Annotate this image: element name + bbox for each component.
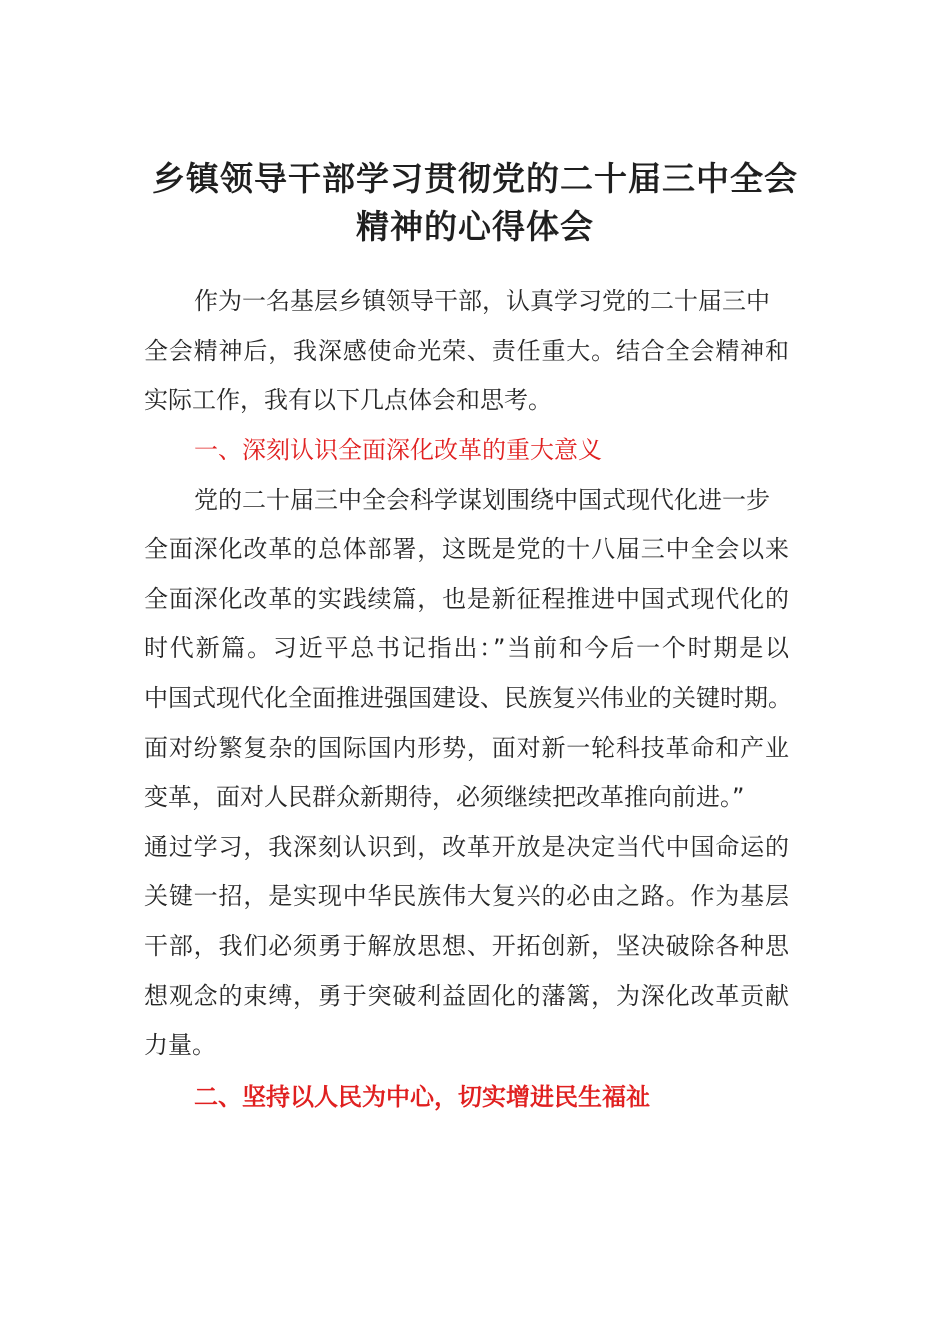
section1-paragraph-line: 时代新篇。习近平总书记指出：”当前和今后一个时期是以 — [144, 634, 789, 662]
section1-paragraph-line: 面对纷繁复杂的国际国内形势，面对新一轮科技革命和产业 — [144, 734, 789, 762]
intro-paragraph-line: 作为一名基层乡镇领导干部，认真学习党的二十届三中 — [194, 287, 770, 315]
section1-paragraph-line: 全面深化改革的总体部署，这既是党的十八届三中全会以来 — [144, 535, 789, 563]
intro-paragraph-line: 实际工作，我有以下几点体会和思考。 — [144, 386, 552, 414]
section-heading-2: 二、坚持以人民为中心，切实增进民生福祉 — [194, 1083, 650, 1111]
section-heading-1: 一、深刻认识全面深化改革的重大意义 — [194, 436, 602, 464]
section1-paragraph-line: 想观念的束缚，勇于突破利益固化的藩篱，为深化改革贡献 — [144, 982, 789, 1010]
section1-paragraph-line: 干部，我们必须勇于解放思想、开拓创新，坚决破除各种思 — [144, 932, 789, 960]
section1-paragraph-line: 力量。 — [144, 1031, 216, 1059]
section1-paragraph-line: 关键一招，是实现中华民族伟大复兴的必由之路。作为基层 — [144, 882, 789, 910]
document-title-line-2: 精神的心得体会 — [356, 207, 594, 246]
section1-paragraph-line: 党的二十届三中全会科学谋划围绕中国式现代化进一步 — [194, 486, 770, 514]
intro-paragraph-line: 全会精神后，我深感使命光荣、责任重大。结合全会精神和 — [144, 337, 789, 365]
section1-paragraph-line: 中国式现代化全面推进强国建设、民族复兴伟业的关键时期。 — [144, 684, 792, 712]
document-title-line-1: 乡镇领导干部学习贯彻党的二十届三中全会 — [152, 159, 798, 198]
section1-paragraph-line: 变革，面对人民群众新期待，必须继续把改革推向前进。” — [144, 783, 745, 811]
section1-paragraph-line: 通过学习，我深刻认识到，改革开放是决定当代中国命运的 — [144, 833, 789, 861]
section1-paragraph-line: 全面深化改革的实践续篇，也是新征程推进中国式现代化的 — [144, 585, 789, 613]
